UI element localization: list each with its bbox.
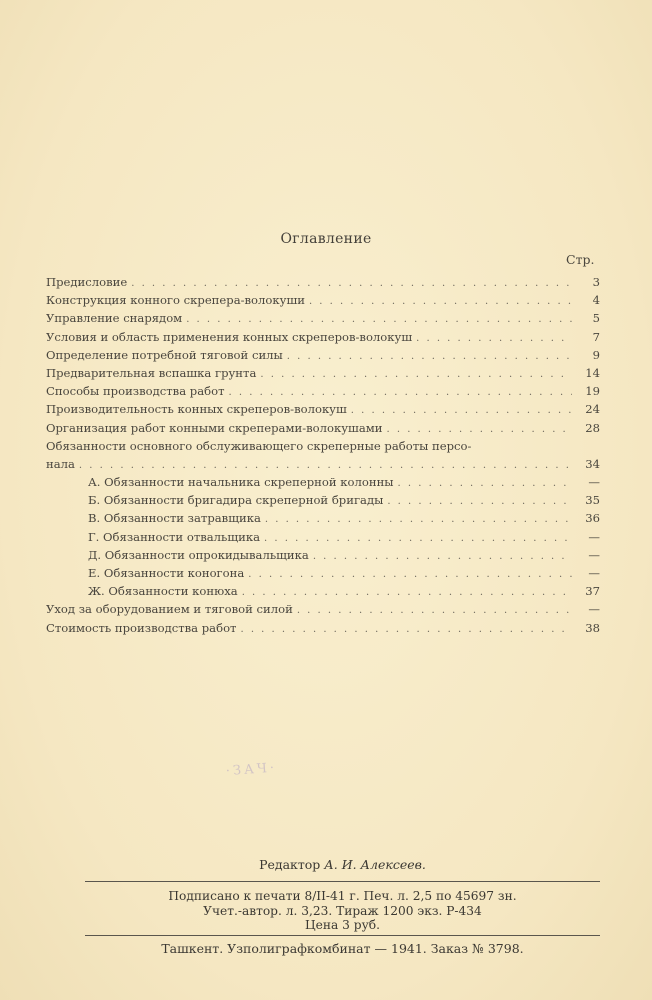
toc-entry bbox=[46, 364, 600, 382]
faded-stamp-mark: ·ЗАЧ· bbox=[225, 760, 278, 780]
dot-leader bbox=[287, 348, 572, 366]
dot-leader bbox=[387, 493, 572, 511]
toc-entry-label: Ж. Обязанности конюха bbox=[88, 584, 238, 599]
toc-entry-label: Предисловие bbox=[46, 275, 128, 289]
price-line: Цена 3 руб. bbox=[305, 918, 380, 932]
toc-entry-label: Условия и область применения конных скреперов-волокуш bbox=[46, 329, 413, 344]
toc-entry-label: Б. Обязанности бригадира скреперной бригады bbox=[88, 493, 384, 508]
toc-entry bbox=[46, 328, 600, 346]
toc-entry bbox=[46, 346, 600, 364]
toc-entry-label: Управление снарядом bbox=[46, 311, 183, 326]
dot-leader bbox=[240, 621, 572, 639]
toc-entry-label-continuation: нала bbox=[46, 456, 75, 471]
toc-entry-label: В. Обязанности затравщика bbox=[88, 511, 261, 526]
toc-entry-page: 3 bbox=[592, 275, 600, 289]
toc-entry-label: Предварительная вспашка грунта bbox=[46, 365, 257, 380]
toc-entry-label: Стоимость производства работ bbox=[46, 620, 237, 635]
toc-entry-page: — bbox=[588, 529, 600, 544]
printer-line: Ташкент. Узполиграфкомбинат — 1941. Заказ № 3798. bbox=[161, 941, 524, 956]
toc-entry-label: Способы производства работ bbox=[46, 384, 225, 399]
toc-entry-page: — bbox=[588, 475, 600, 490]
toc-entry bbox=[46, 419, 600, 437]
toc-entry-page: 24 bbox=[585, 402, 600, 417]
dot-leader bbox=[248, 566, 572, 584]
print-details bbox=[85, 889, 600, 933]
editor-credit bbox=[85, 857, 600, 872]
toc-entry bbox=[46, 291, 600, 309]
dot-leader bbox=[260, 366, 572, 384]
toc-entry-page: 28 bbox=[585, 420, 600, 435]
toc-entry bbox=[46, 382, 600, 400]
divider-rule bbox=[85, 935, 600, 936]
editor-label: Редактор bbox=[259, 857, 321, 872]
toc-entry-label: Д. Обязанности опрокидывальщика bbox=[88, 547, 309, 562]
print-detail-line: Подписано к печати 8/II-41 г. Печ. л. 2,5 по 45697 зн. bbox=[168, 889, 517, 903]
dot-leader bbox=[416, 330, 572, 348]
toc-entry-label: Организация работ конными скреперами-волокушами bbox=[46, 420, 383, 435]
toc-entry-page: — bbox=[588, 547, 600, 562]
toc-subentry bbox=[46, 509, 600, 527]
toc-entry-label: Производительность конных скреперов-волокуш bbox=[46, 402, 347, 417]
toc-subentry bbox=[46, 582, 600, 600]
toc-entry bbox=[46, 600, 600, 618]
toc-entry-page: 9 bbox=[592, 347, 600, 362]
toc-entry-page: 37 bbox=[585, 584, 600, 599]
toc-subentry bbox=[46, 546, 600, 564]
toc-entry-label: Обязанности основного обслуживающего скреперные работы персо- bbox=[46, 438, 472, 453]
toc-entry-page: 4 bbox=[592, 293, 600, 308]
toc-title: Оглавление bbox=[280, 231, 372, 247]
dot-leader bbox=[309, 293, 572, 311]
toc-subentry bbox=[46, 491, 600, 509]
toc-entry-page: 5 bbox=[592, 311, 600, 326]
toc-subentry bbox=[46, 564, 600, 582]
toc-entry-label: Конструкция конного скрепера-волокуши bbox=[46, 293, 305, 308]
editor-name: А. И. Алексеев. bbox=[324, 857, 426, 872]
toc-entry bbox=[46, 273, 600, 291]
toc-entry bbox=[46, 400, 600, 418]
table-of-contents bbox=[46, 273, 600, 637]
toc-entry-label: Г. Обязанности отвальщика bbox=[88, 529, 261, 544]
toc-entry-page: 19 bbox=[585, 384, 600, 399]
toc-entry-page: — bbox=[588, 602, 600, 617]
dot-leader bbox=[398, 475, 572, 493]
toc-entry-page: 34 bbox=[585, 456, 600, 471]
toc-subentry bbox=[46, 473, 600, 491]
divider-rule bbox=[85, 881, 600, 882]
print-detail-line: Учет.-автор. л. 3,23. Тираж 1200 экз. Р-434 bbox=[203, 903, 482, 918]
toc-entry-label: Определение потребной тяговой силы bbox=[46, 347, 283, 362]
dot-leader bbox=[313, 548, 572, 566]
dot-leader bbox=[297, 602, 572, 620]
page-column-header: Стр. bbox=[566, 252, 595, 267]
toc-entry-label: Уход за оборудованием и тяговой силой bbox=[46, 602, 293, 617]
toc-entry bbox=[46, 309, 600, 327]
toc-subentry bbox=[46, 528, 600, 546]
toc-entry-page: 14 bbox=[585, 365, 600, 380]
toc-entry-label: А. Обязанности начальника скреперной колонны bbox=[88, 475, 394, 490]
toc-entry-continuation bbox=[46, 455, 600, 473]
dot-leader bbox=[265, 511, 572, 529]
toc-entry-page: 7 bbox=[592, 329, 600, 344]
toc-entry bbox=[46, 437, 600, 455]
toc-entry-page: 38 bbox=[585, 620, 600, 635]
toc-entry bbox=[46, 619, 600, 637]
toc-entry-page: — bbox=[588, 566, 600, 580]
toc-entry-page: 35 bbox=[585, 493, 600, 508]
toc-entry-label: Е. Обязанности коногона bbox=[88, 566, 245, 580]
toc-entry-page: 36 bbox=[585, 511, 600, 526]
